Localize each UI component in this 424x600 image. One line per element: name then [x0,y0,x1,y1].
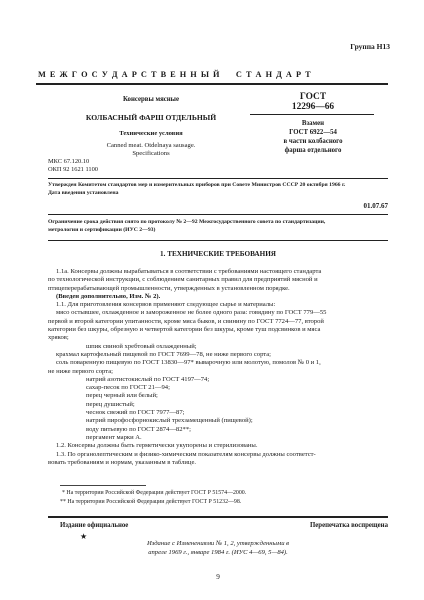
footnote-2: ** На территории Российской Федерации действует ГОСТ Р 51232—98. [60,499,242,505]
list-item: не ниже первого сорта; [48,367,113,375]
gost-number: 12296—66 [291,102,335,112]
product-type: Консервы мясные [122,96,180,103]
header-rule [36,83,388,85]
paragraph-line: хряков; [48,334,69,342]
paragraph-line: 1.1а. Консервы должны вырабатываться в соответствии с требованиями настоящего стандарта [56,268,322,275]
paragraph-line: категории без шкуры, обрезную и четвертой категории без шкуры, кроме туш подсвинков и мяса [48,326,321,334]
section-title: 1. ТЕХНИЧЕСКИЕ ТРЕБОВАНИЯ [160,250,276,258]
paragraph-line: первой и второй категории упитанности, кроме мяса быков, и свинину по ГОСТ 7724—77, второй [48,317,324,325]
list-item: натрий пирофосфорнокислый трехзамещенный (пищевой); [86,417,253,425]
footnote-1: * На территории Российской Федерации действует ГОСТ Р 51574—2000. [62,490,247,496]
list-item: крахмал картофельный пищевой по ГОСТ 7699—78, не ниже первого сорта; [56,350,272,358]
okp-code: ОКП 92 1621 1100 [48,166,99,173]
limitation-rule [48,240,388,241]
paragraph-line: по технологической инструкции, с соблюдением санитарных правил для предприятий мясной и [48,276,318,284]
spec-title-ru: Технические условия [119,130,183,137]
list-item: перец душистый; [86,400,135,408]
replaces-part-1: в части колбасного [283,138,343,145]
paragraph-line: мясо остывшее, охлажденное и замороженное не более одного раза: говядину по ГОСТ 779—55 [56,309,327,317]
name-en: Canned meat. Otdelnaya sausage. [106,142,196,149]
reprint-prohibited: Перепечатка воспрещена [310,522,388,529]
gost-label: ГОСТ [299,92,327,102]
star-icon: ★ [80,532,88,541]
list-item: шпик свиной хребтовый охлажденный; [86,342,197,350]
date-rule [48,214,388,215]
list-item: чеснок свежий по ГОСТ 7977—87; [86,409,185,417]
list-item: пергамент марки А. [86,433,142,441]
footer-rule [48,516,388,518]
limitation-text: Ограничение срока действия снято по протоколу № 2—92 Межгосударственного совета по стандартизации, [48,219,326,225]
paragraph-line: вовать требованиям и нормам, указанным в таблице. [48,458,197,466]
interstate-standard-banner: М Е Ж Г О С У Д А Р С Т В Е Н Н Ы Й С Т А Н Д А Р Т [38,70,312,79]
paragraph-line: 1.2. Консервы должны быть герметически укупорены и стерилизованы. [56,442,258,450]
edition-note-1: Издание с Изменениями № 1, 2, утвержденными в [146,540,290,547]
paragraph-line: 1.1. Для приготовления консервов применяют следующее сырье и материалы: [56,301,276,309]
product-name: КОЛБАСНЫЙ ФАРШ ОТДЕЛЬНЫЙ [85,113,217,122]
list-item: перец черный или белый; [86,392,158,400]
spec-title-en: Specifications [132,150,170,157]
limitation-source: метрологии и сертификации (ИУС 2—93) [48,227,156,233]
replaces-gost: ГОСТ 6922—54 [289,129,337,136]
official-edition: Издание официальное [60,522,129,529]
paragraph-line: птицеперерабатывающей промышленности, утвержденных в установленном порядке. [48,284,290,292]
replaces-label: Взамен [301,120,325,127]
footnote-rule [60,485,146,486]
approval-text: Утвержден Комитетом стандартов мер и измерительных приборов при Совете Министров СССР 20 октября 1966 г. [48,182,346,188]
introduction-date: 01.07.67 [363,202,388,210]
mks-code: МКС 67.120.10 [48,158,90,165]
section-body [48,268,388,467]
title-block-rule [48,178,388,179]
group-code: Группа Н13 [350,42,390,51]
edition-note-2: апреле 1969 г., январе 1984 г. (ИУС 4—69, 5—84). [148,549,288,556]
paragraph-line: 1.3. По органолептическим и физико-химическим показателям консервы должны соответст- [56,450,316,458]
page-number: 9 [216,573,220,581]
replaces-part-2: фарша отдельного [284,147,342,154]
list-item: натрий азотистокислый по ГОСТ 4197—74; [86,375,210,383]
list-item: сахар-песок по ГОСТ 21—94; [86,384,170,392]
amendment-note: (Введен дополнительно, Изм. № 2). [56,292,161,300]
gost-rule [250,114,374,115]
list-item: соль поваренную пищевую по ГОСТ 13830—97* выварочную или молотую, помолов № 0 и 1, [56,359,321,367]
list-item: воду питьевую по ГОСТ 2874—82**; [86,425,191,433]
introduction-date-label: Дата введения установлена [48,190,119,196]
